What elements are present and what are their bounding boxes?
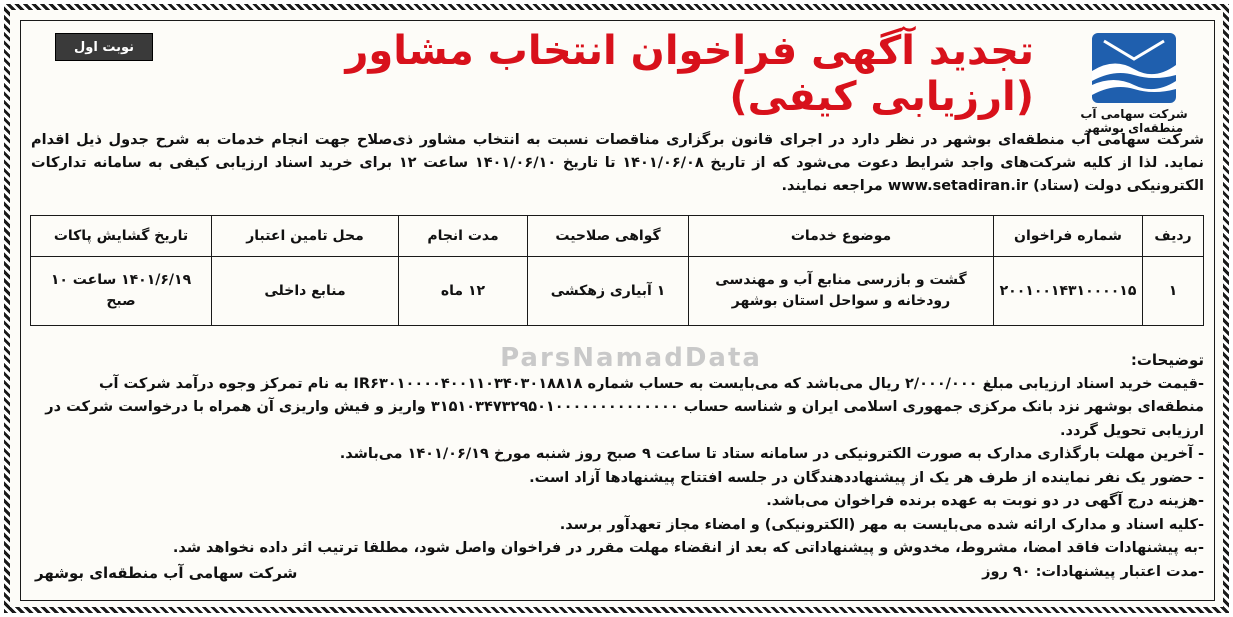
header-opening-date: تاریخ گشایش پاکات [31,216,212,257]
advertisement-body [20,20,1215,601]
header-duration: مدت انجام [399,216,528,257]
intro-paragraph [31,129,1204,198]
note-item: -مدت اعتبار پیشنهادات: ۹۰ روز [982,563,1204,580]
water-waves-logo-icon [1084,31,1184,105]
table-header-row [31,216,1204,257]
cell-subject: گشت و بازرسی منابع آب و مهندسی رودخانه و سواحل استان بوشهر [689,257,994,326]
company-logo [1060,27,1208,135]
note-item: - حضور یک نفر نماینده از طرف هر یک از پیشنهاددهندگان در جلسه افتتاح پیشنهادها آزاد است. [529,469,1204,486]
header-subject: موضوع خدمات [689,216,994,257]
cell-row-no: ۱ [1143,257,1204,326]
tender-table [30,215,1204,326]
cell-opening-date: ۱۴۰۱/۶/۱۹ ساعت ۱۰ صبح [31,257,212,326]
cell-qualification: ۱ آبیاری زهکشی [528,257,689,326]
watermark: ParsNamadData [500,343,762,373]
intro-text: شرکت سهامی آب منطقه‌ای بوشهر در نظر دارد در اجرای قانون برگزاری مناقصات نسبت به انتخاب مشاور ذی‌صلاح جهت انجام خدمات به شرح جدول ذیل اقدام نماید. لذا از کلیه شرکت‌های واجد شرایط دعوت می‌شود که از تاریخ ۱۴۰۱/۰۶/۰۸ تا تاریخ ۱۴۰۱/۰۶/۱۰ ساعت ۱۲ برای خرید اسناد ارزیابی کیفی به سامانه تدارکات الکترونیکی دولت (ستاد) [31,132,1204,194]
notes-section [31,349,1204,584]
header-funding: محل تامین اعتبار [212,216,399,257]
edition-badge: نوبت اول [55,33,153,61]
cell-duration: ۱۲ ماه [399,257,528,326]
note-item: - آخرین مهلت بارگذاری مدارک به صورت الکترونیکی در سامانه ستاد تا ساعت ۹ صبح روز شنبه مورخ ۱۴۰۱/۰۶/۱۹ می‌باشد. [339,446,1204,462]
website-link[interactable]: www.setadiran.ir [887,178,1028,194]
header-row-no: ردیف [1143,216,1204,257]
header-call-no: شماره فراخوان [994,216,1143,257]
cell-funding: منابع داخلی [212,257,399,326]
note-item: -قیمت خرید اسناد ارزیابی مبلغ ۲/۰۰۰/۰۰۰ ریال می‌باشد که می‌بایست به حساب شماره IR۶۳۰۱۰۰۰۰۴۰۰۱۱۰۳۴۰۳۰۱۸۸۱۸ به نام تمرکز وجوه درآمد شرکت آب منطقه‌ای بوشهر نزد بانک مرکزی جمهوری اسلامی ایران و شناسه حساب ۳۱۵۱۰۳۴۷۳۲۹۵۰۱۰۰۰۰۰۰۰۰۰۰۰۰۰۰ واریز و فیش واریزی آن همراه با درخواست شرکت در ارزیابی تحویل گردد. [45,375,1204,439]
company-caption: شرکت سهامی آب منطقه‌ای بوشهر [1080,107,1188,135]
intro-tail: مراجعه نمایند. [781,178,883,194]
footer-signature: شرکت سهامی آب منطقه‌ای بوشهر [35,564,298,582]
table-row [31,257,1204,326]
cell-call-no: ۲۰۰۱۰۰۱۴۳۱۰۰۰۰۱۵ [994,257,1143,326]
note-item: -به پیشنهادات فاقد امضا، مشروط، مخدوش و پیشنهاداتی که بعد از انقضاء مهلت مقرر در فراخوان واصل شود، مطلقا ترتیب اثر داده نخواهد شد. [172,540,1204,556]
advertisement-frame [4,4,1229,613]
page-title: تجدید آگهی فراخوان انتخاب مشاور (ارزیابی کیفی) [345,28,1034,120]
note-item: -کلیه اسناد و مدارک ارائه شده می‌بایست به مهر (الکترونیکی) و امضاء مجاز تعهدآور برسد. [559,516,1204,533]
note-item: -هزینه درج آگهی در دو نوبت به عهده برنده فراخوان می‌باشد. [766,493,1204,509]
header-qualification: گواهی صلاحیت [528,216,689,257]
notes-title: توضیحات: [1130,351,1204,369]
